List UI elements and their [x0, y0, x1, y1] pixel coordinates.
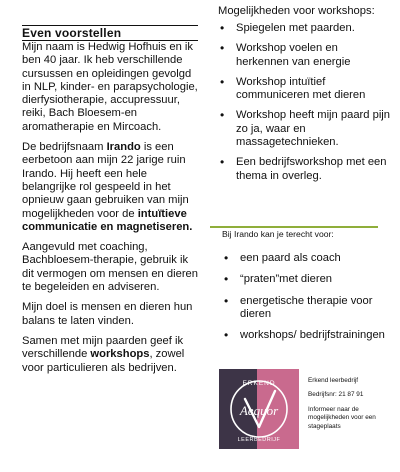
logo-top-text: ERKEND [242, 380, 276, 387]
list-item: • energetische therapie voor dieren [222, 295, 390, 322]
intro-paragraph-1: Mijn naam is Hedwig Hofhuis en ik ben 40 jaar. Ik heb verschillende cursussen en opleidingen gevolgd in NLP, kinder- en parapsychologie, dierfysiotherapie, accupressuur, reiki, Bach Bloesem-en aromatherapie en Mircoach. [22, 41, 198, 133]
list-item: • workshops/ bedrijfstrainingen [222, 329, 390, 342]
intro-column [22, 25, 198, 382]
intro-paragraph-4: Mijn doel is mensen en dieren hun balans te laten vinden. [22, 301, 193, 327]
intro-p2-text-a: De bedrijfsnaam [22, 141, 107, 154]
list-item: • een paard als coach [222, 252, 390, 265]
accreditation-text [308, 377, 396, 437]
accreditation-number: Bedrijfsnr: 21 87 91 [308, 391, 364, 399]
list-item: • Een bedrijfsworkshop met een thema in overleg. [210, 156, 390, 183]
intro-p2-bold: intuïtieve communicatie en magnetiseren. [22, 207, 193, 233]
intro-paragraph-3: Aangevuld met coaching, Bachbloesem-therapie, gebruik ik dit vermogen om mensen en dieren te begeleiden en adviseren. [22, 241, 198, 294]
intro-heading: Even voorstellen [22, 25, 198, 41]
accreditation-note: Informeer naar de mogelijkheden voor een stageplaats [308, 405, 376, 430]
services-heading: Bij Irando kan je terecht voor: [222, 229, 334, 239]
intro-paragraph-2 [22, 141, 198, 234]
intro-p5-text-b: , zowel voor particulieren als bedrijven. [22, 348, 185, 374]
aequor-seal-icon [219, 369, 299, 449]
accreditation-title: Erkend leerbedrijf [308, 377, 359, 384]
aequor-logo [219, 369, 299, 449]
logo-bottom-text: LEERBEDRIJF [237, 437, 281, 443]
intro-p5-bold: workshops [90, 348, 150, 361]
intro-p5-text-a: Samen met mijn paarden geef ik verschillende [22, 334, 184, 361]
list-item: • Spiegelen met paarden. [210, 22, 390, 35]
list-item: • Workshop heeft mijn paard pijn zo ja, waar en massagetechnieken. [210, 109, 390, 149]
divider [210, 226, 378, 228]
list-item: • Workshop intuïtief communiceren met dieren [210, 76, 390, 103]
list-item: • Workshop voelen en herkennen van energie [210, 42, 390, 69]
intro-p2-text-b: is een eerbetoon aan mijn 22 jarige ruin Irando. Hij heeft een hele belangrijke rol gespeeld in het opnieuw gaan gebruiken van mijn mogelijkheden voor de [22, 141, 189, 220]
intro-p2-name: Irando [106, 141, 141, 154]
list-item: • “praten”met dieren [222, 273, 390, 286]
services-list [222, 252, 390, 350]
logo-name-text: Aequor [239, 403, 279, 418]
intro-paragraph-5 [22, 335, 198, 375]
workshops-column [210, 5, 390, 190]
workshops-list [210, 22, 390, 183]
workshops-heading: Mogelijkheden voor workshops: [218, 5, 375, 17]
